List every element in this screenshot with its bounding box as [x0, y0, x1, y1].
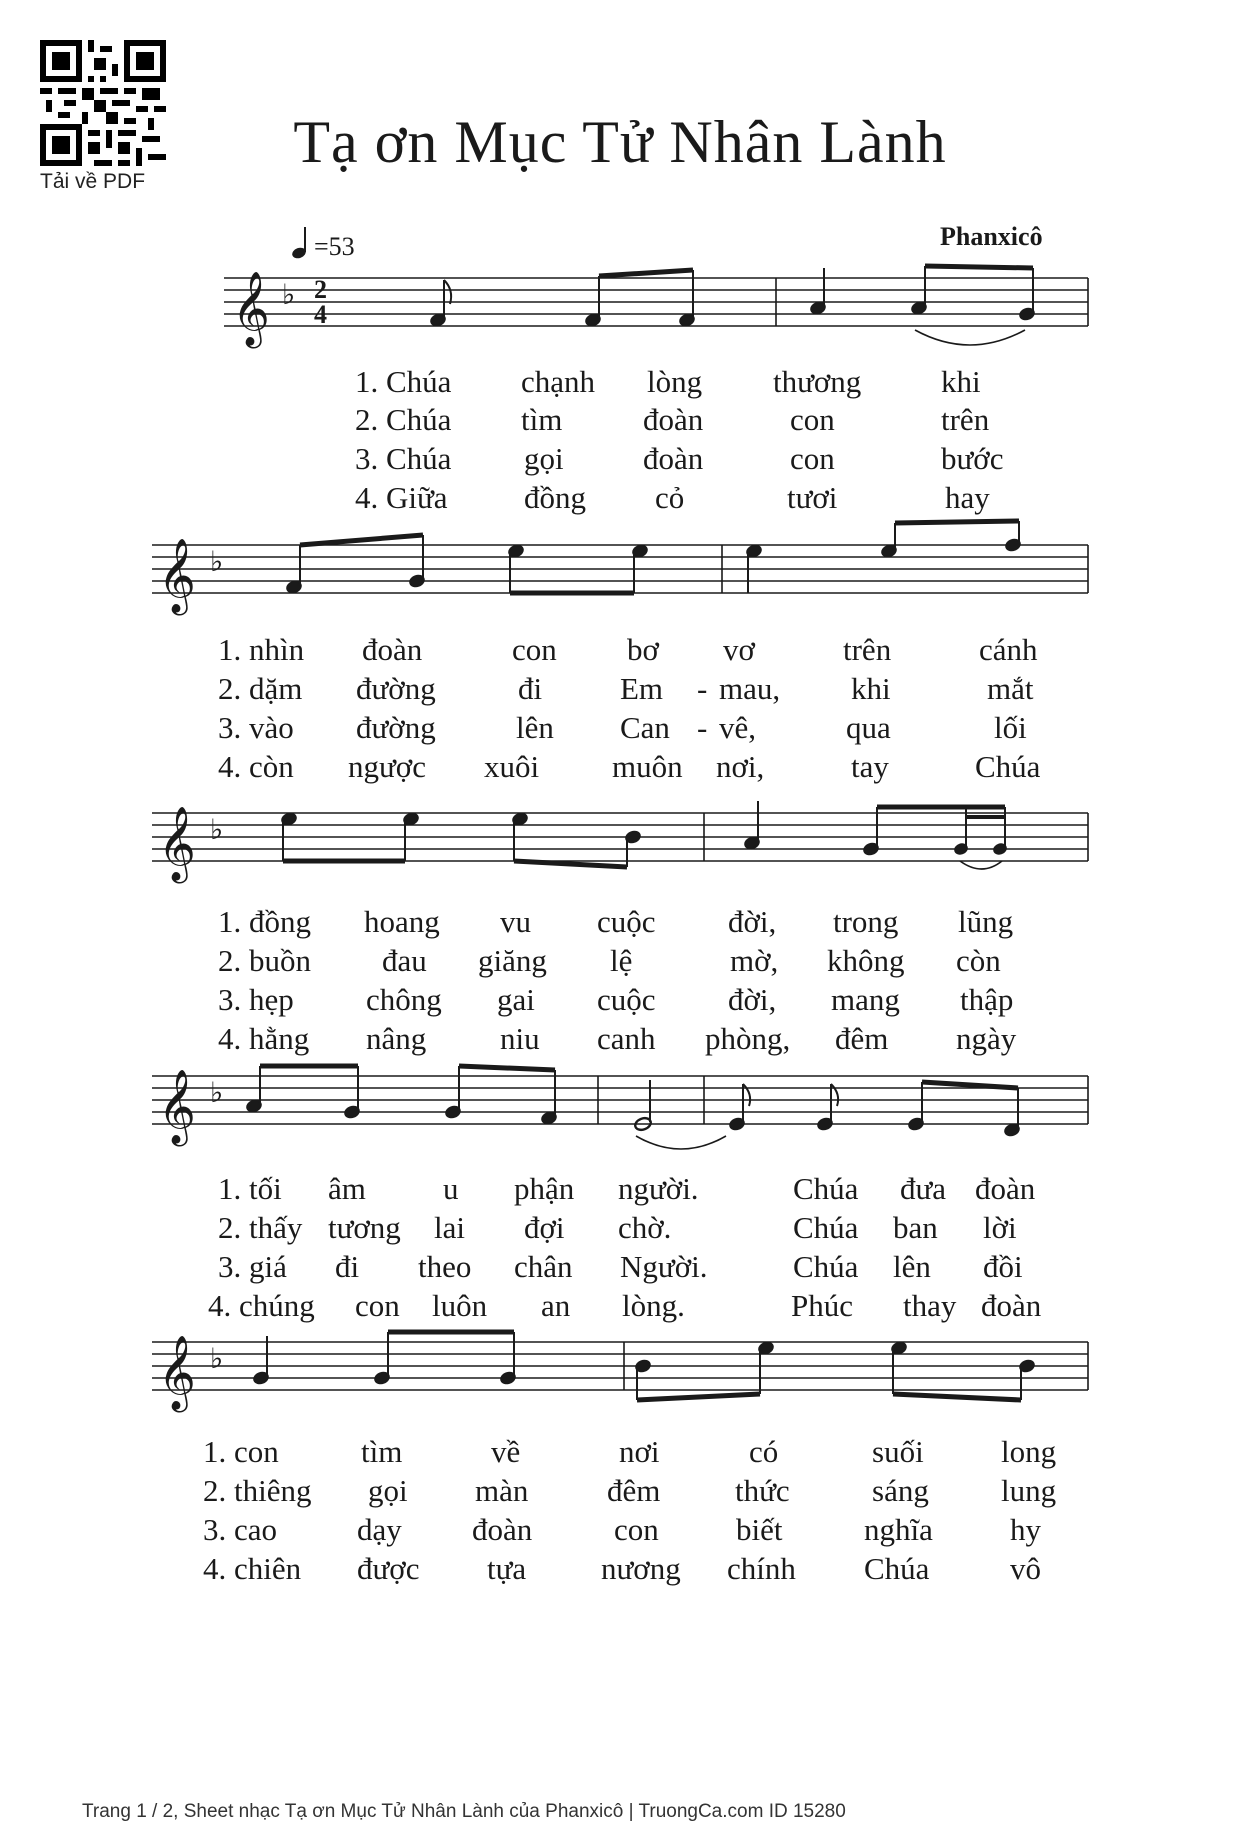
- lyric: luôn: [432, 1288, 488, 1323]
- lyric: con: [790, 402, 835, 437]
- lyric: tựa: [487, 1551, 527, 1586]
- lyrics-row-2-2: [0, 671, 1240, 707]
- lyric: hy: [1010, 1512, 1041, 1547]
- lyric: lòng: [647, 364, 703, 399]
- lyric: con: [355, 1288, 400, 1323]
- lyric: không: [827, 943, 905, 978]
- lyric: Chúa: [793, 1249, 859, 1284]
- lyrics-row-3-2: [0, 943, 1240, 979]
- lyric: lung: [1001, 1473, 1057, 1508]
- svg-text:♭: ♭: [282, 280, 296, 311]
- lyric: cỏ: [655, 480, 685, 515]
- lyric: nương: [601, 1551, 681, 1586]
- lyric: người.: [618, 1171, 699, 1206]
- lyric: 2. Chúa: [355, 402, 452, 437]
- lyric: phòng,: [705, 1021, 791, 1056]
- lyric: 1. tối: [218, 1171, 282, 1206]
- tempo-value: 53: [328, 232, 355, 261]
- lyric: nơi: [619, 1434, 660, 1469]
- lyrics-row-2-3: [0, 710, 1240, 746]
- time-sig-top: 2: [314, 275, 327, 304]
- download-pdf-link[interactable]: Tải về PDF: [40, 170, 146, 193]
- lyric: đời,: [728, 904, 777, 939]
- lyric: qua: [846, 710, 891, 745]
- lyric: giăng: [478, 943, 547, 978]
- song-title: Tạ ơn Mục Tử Nhân Lành: [293, 109, 947, 175]
- lyric: Chúa: [793, 1171, 859, 1206]
- lyric: khi: [851, 671, 891, 706]
- lyric: hoang: [364, 904, 440, 939]
- svg-text:♭: ♭: [210, 815, 224, 846]
- lyric: đường: [356, 671, 436, 706]
- lyrics-row-5-1: [0, 1434, 1240, 1470]
- lyric: -: [697, 671, 708, 706]
- lyric: đưa: [900, 1171, 947, 1206]
- lyric: niu: [500, 1021, 540, 1056]
- lyrics-row-5-2: [0, 1473, 1240, 1509]
- lyric: mau,: [719, 671, 781, 706]
- lyric: gọi: [368, 1473, 408, 1508]
- composer-name: Phanxicô: [940, 222, 1043, 251]
- lyric: gai: [497, 982, 535, 1017]
- lyric: 3. Chúa: [355, 441, 452, 476]
- lyric: xuôi: [484, 749, 540, 784]
- lyric: con: [614, 1512, 659, 1547]
- lyric: đêm: [835, 1021, 889, 1056]
- lyric: vơ: [723, 632, 755, 667]
- lyric: suối: [872, 1434, 924, 1469]
- lyric: tìm: [361, 1434, 403, 1469]
- lyric: tay: [851, 749, 889, 784]
- svg-text:♭: ♭: [210, 547, 224, 578]
- lyric: lũng: [958, 904, 1014, 939]
- lyric: Can: [620, 710, 670, 745]
- lyric: 4. còn: [218, 749, 294, 784]
- lyric: -: [697, 710, 708, 745]
- staff-system-1: [0, 230, 1240, 370]
- lyric: ban: [893, 1210, 938, 1245]
- lyric: chông: [366, 982, 442, 1017]
- lyric: thương: [773, 364, 862, 399]
- lyric: phận: [514, 1171, 575, 1206]
- lyric: u: [443, 1171, 459, 1206]
- lyric: chính: [727, 1551, 796, 1586]
- lyric: cuộc: [597, 982, 656, 1017]
- svg-text:♭: ♭: [210, 1078, 224, 1109]
- lyrics-row-5-3: [0, 1512, 1240, 1548]
- lyric: nâng: [366, 1021, 427, 1056]
- lyric: con: [790, 441, 835, 476]
- lyric: Chúa: [975, 749, 1041, 784]
- lyrics-row-4-3: [0, 1249, 1240, 1285]
- svg-text:𝄞: 𝄞: [232, 272, 270, 346]
- lyric: 3. hẹp: [218, 982, 294, 1017]
- svg-text:𝄞: 𝄞: [158, 1336, 196, 1410]
- lyric: hay: [945, 480, 990, 515]
- lyric: chạnh: [521, 364, 596, 399]
- lyric: trên: [843, 632, 892, 667]
- lyric: Người.: [620, 1249, 708, 1284]
- lyrics-row-4-1: [0, 1171, 1240, 1207]
- lyric: 4. hằng: [218, 1021, 310, 1056]
- lyric: 1. đồng: [218, 904, 311, 939]
- lyric: đoàn: [472, 1512, 533, 1547]
- lyric: ngược: [348, 749, 426, 784]
- lyric: canh: [597, 1021, 656, 1056]
- lyric: 1. nhìn: [218, 632, 305, 667]
- lyric: 2. thấy: [218, 1210, 303, 1245]
- lyric: cánh: [979, 632, 1038, 667]
- lyric: đời,: [728, 982, 777, 1017]
- lyric: nơi,: [716, 749, 765, 784]
- lyric: tìm: [521, 402, 563, 437]
- lyric: thay: [903, 1288, 957, 1323]
- staff-system-4: [0, 1056, 1240, 1186]
- lyric: có: [749, 1434, 779, 1469]
- lyric: muôn: [612, 749, 683, 784]
- lyric: khi: [941, 364, 981, 399]
- lyric: 1. Chúa: [355, 364, 452, 399]
- lyric: được: [357, 1551, 420, 1586]
- lyric: 1. con: [203, 1434, 279, 1469]
- lyric: tươi: [787, 480, 838, 515]
- lyric: thức: [735, 1473, 790, 1508]
- svg-text:𝄞: 𝄞: [158, 807, 196, 881]
- lyric: đoàn: [643, 441, 704, 476]
- svg-text:𝄞: 𝄞: [158, 539, 196, 613]
- lyric: mắt: [987, 671, 1034, 706]
- lyric: gọi: [524, 441, 564, 476]
- lyric: lệ: [610, 943, 633, 978]
- svg-text:♭: ♭: [210, 1344, 224, 1375]
- lyric: trên: [941, 402, 990, 437]
- lyric: đoàn: [643, 402, 704, 437]
- lyric: long: [1001, 1434, 1057, 1469]
- lyrics-row-1-3: [0, 441, 1240, 477]
- lyrics-row-1-2: [0, 402, 1240, 438]
- lyric: về: [491, 1434, 521, 1469]
- lyric: vô: [1010, 1551, 1041, 1586]
- lyrics-row-1-1: [0, 364, 1240, 400]
- lyric: chân: [514, 1249, 573, 1284]
- lyric: 4. chúng: [208, 1288, 315, 1323]
- lyric: lòng.: [622, 1288, 685, 1323]
- lyric: đau: [382, 943, 427, 978]
- lyric: đường: [356, 710, 436, 745]
- lyric: đồi: [983, 1249, 1023, 1284]
- lyrics-row-4-4: [0, 1288, 1240, 1324]
- lyric: đi: [335, 1249, 360, 1284]
- lyric: màn: [475, 1473, 529, 1508]
- lyric: lên: [516, 710, 554, 745]
- lyric: đoàn: [981, 1288, 1042, 1323]
- lyrics-row-2-4: [0, 749, 1240, 785]
- lyrics-row-2-1: [0, 632, 1240, 668]
- lyric: Chúa: [864, 1551, 930, 1586]
- lyric: 3. cao: [203, 1512, 278, 1547]
- lyrics-row-3-3: [0, 982, 1240, 1018]
- lyric: sáng: [872, 1473, 929, 1508]
- lyric: còn: [956, 943, 1001, 978]
- lyric: 3. vào: [218, 710, 294, 745]
- lyric: Phúc: [791, 1288, 853, 1323]
- lyric: đêm: [607, 1473, 661, 1508]
- svg-text:𝄞: 𝄞: [158, 1070, 196, 1144]
- lyrics-row-5-4: [0, 1551, 1240, 1587]
- lyric: lên: [893, 1249, 931, 1284]
- lyric: lai: [434, 1210, 465, 1245]
- staff-system-5: [0, 1322, 1240, 1452]
- lyrics-row-3-1: [0, 904, 1240, 940]
- lyric: Em: [620, 671, 664, 706]
- lyric: đi: [518, 671, 543, 706]
- lyric: 4. Giữa: [355, 480, 448, 515]
- lyric: 2. buồn: [218, 943, 311, 978]
- lyric: âm: [328, 1171, 366, 1206]
- lyric: trong: [833, 904, 899, 939]
- lyric: 2. dặm: [218, 671, 303, 706]
- lyric: Chúa: [793, 1210, 859, 1245]
- lyric: bơ: [627, 632, 659, 667]
- lyric: bước: [941, 441, 1004, 476]
- lyrics-row-1-4: [0, 480, 1240, 516]
- lyric: đồng: [524, 480, 586, 515]
- lyric: 2. thiêng: [203, 1473, 312, 1508]
- lyric: an: [541, 1288, 571, 1323]
- time-sig-bottom: 4: [314, 300, 327, 329]
- lyric: ngày: [956, 1021, 1017, 1056]
- lyric: lối: [994, 710, 1027, 745]
- lyric: đoàn: [362, 632, 423, 667]
- lyrics-row-4-2: [0, 1210, 1240, 1246]
- lyric: biết: [736, 1512, 783, 1547]
- lyrics-row-3-4: [0, 1021, 1240, 1057]
- lyric: mờ,: [730, 943, 779, 978]
- lyric: chờ.: [618, 1210, 672, 1245]
- lyric: vê,: [719, 710, 757, 745]
- lyric: lời: [983, 1210, 1017, 1245]
- lyric: dạy: [357, 1512, 402, 1547]
- lyric: cuộc: [597, 904, 656, 939]
- lyric: thập: [960, 982, 1014, 1017]
- lyric: đợi: [524, 1210, 565, 1245]
- page-footer: Trang 1 / 2, Sheet nhạc Tạ ơn Mục Tử Nhân Lành của Phanxicô | TruongCa.com ID 15280: [82, 1801, 846, 1822]
- lyric: đoàn: [975, 1171, 1036, 1206]
- lyric: vu: [500, 904, 531, 939]
- lyric: 3. giá: [218, 1249, 287, 1284]
- lyric: mang: [831, 982, 900, 1017]
- tempo-equals: =: [314, 232, 329, 261]
- lyric: nghĩa: [864, 1512, 933, 1547]
- lyric: theo: [418, 1249, 472, 1284]
- lyric: tương: [328, 1210, 401, 1245]
- lyric: 4. chiên: [203, 1551, 302, 1586]
- lyric: con: [512, 632, 557, 667]
